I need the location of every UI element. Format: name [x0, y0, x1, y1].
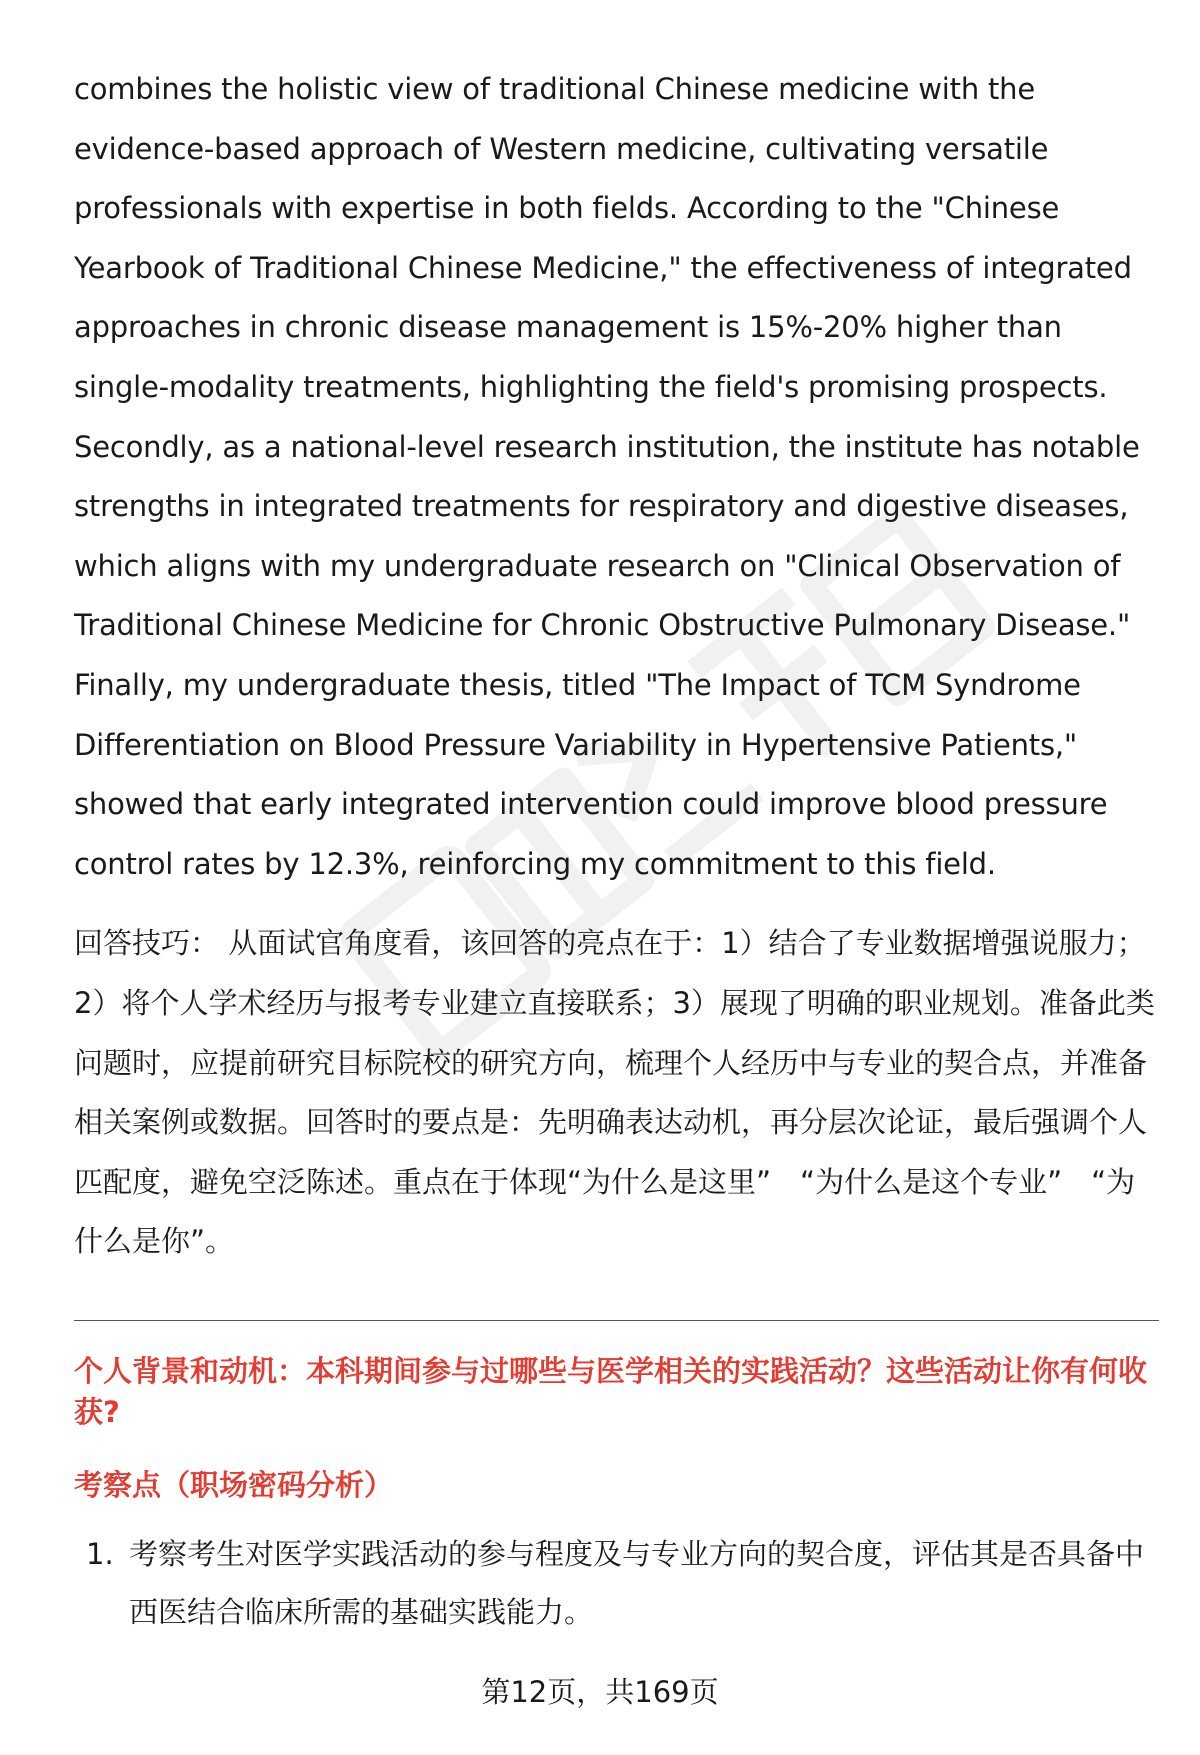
- assessment-points-list: [74, 1525, 1159, 1641]
- list-item-number: 1.: [86, 1536, 114, 1571]
- page-number-footer: 第12页，共169页: [481, 1675, 719, 1709]
- question-heading: 个人背景和动机：本科期间参与过哪些与医学相关的实践活动？这些活动让你有何收获?: [74, 1353, 1148, 1429]
- section-divider: [74, 1320, 1159, 1321]
- list-item-text: 考察考生对医学实践活动的参与程度及与专业方向的契合度，评估其是否具备中西医结合临床所需的基础实践能力。: [129, 1536, 1145, 1629]
- assessment-points-heading: 考察点（职场密码分析）: [74, 1467, 394, 1502]
- document-page: [74, 60, 1159, 1641]
- answer-paragraph: combines the holistic view of traditional Chinese medicine with the evidence-based approach of Western medicine, cultivating versatile professionals with expertise in both fields. According to the "Chinese Yearbook of Traditional Chinese Medicine," the effectiveness of integrated approaches in chronic disease management is 15%-20% higher than single-modality treatments, highlighting the field's promising prospects. Secondly, as a national-level research institution, the institute has notable strengths in integrated treatments for respiratory and digestive diseases, which aligns with my undergraduate research on "Clinical Observation of Traditional Chinese Medicine for Chronic Obstructive Pulmonary Disease." Finally, my undergraduate thesis, titled "The Impact of TCM Syndrome Differentiation on Blood Pressure Variability in Hypertensive Patients," showed that early integrated intervention could improve blood pressure control rates by 12.3%, reinforcing my commitment to this field.: [74, 72, 1140, 881]
- list-item: [74, 1525, 1159, 1641]
- answer-tips-paragraph: 回答技巧： 从面试官角度看，该回答的亮点在于：1）结合了专业数据增强说服力；2）将个人学术经历与报考专业建立直接联系；3）展现了明确的职业规划。准备此类问题时，应提前研究目标院校的研究方向，梳理个人经历中与专业的契合点，并准备相关案例或数据。回答时的要点是：先明确表达动机，再分层次论证，最后强调个人匹配度，避免空泛陈述。重点在于体现“为什么是这里” “为什么是这个专业” “为什么是你”。: [74, 926, 1155, 1259]
